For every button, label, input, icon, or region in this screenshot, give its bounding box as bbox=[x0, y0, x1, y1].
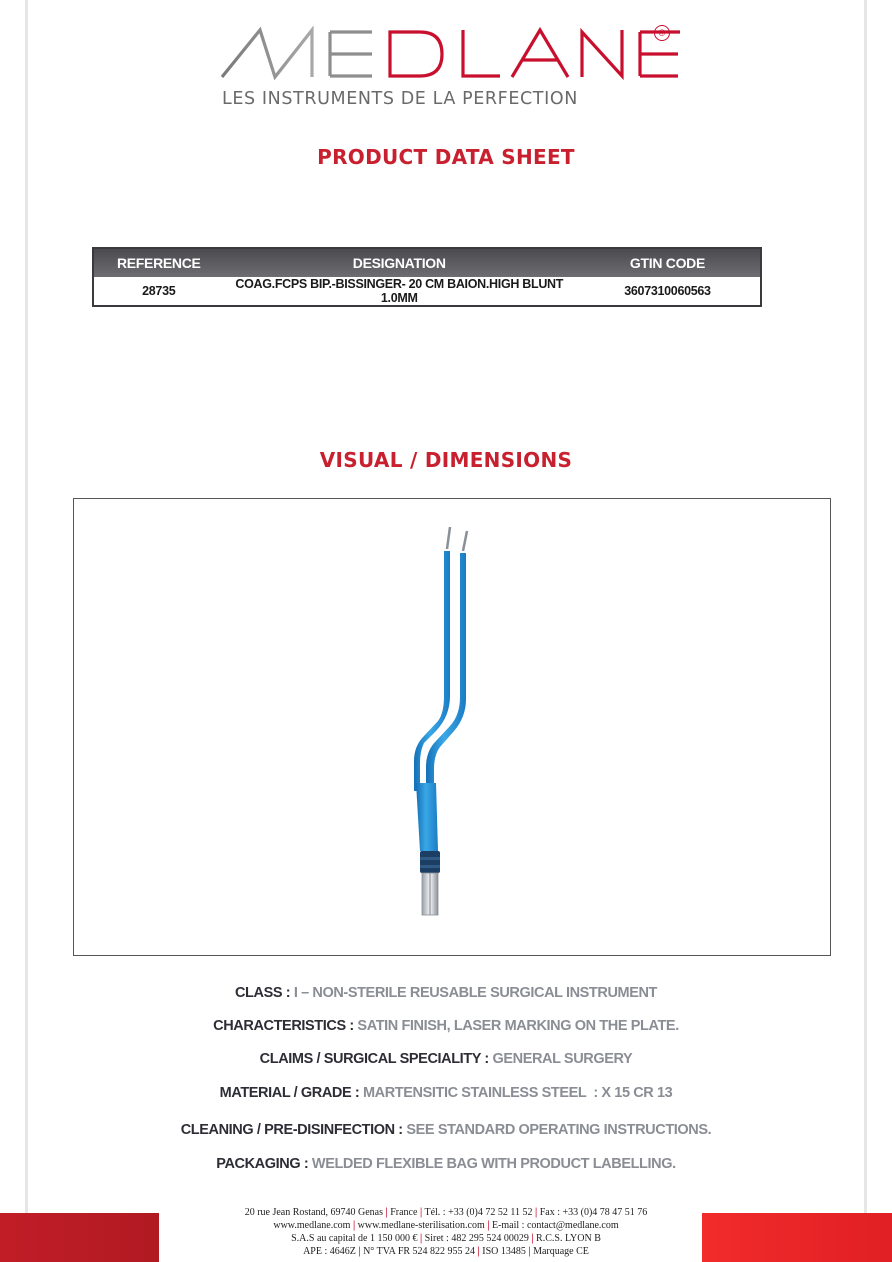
spec-value: I – NON-STERILE REUSABLE SURGICAL INSTRUMENT bbox=[293, 985, 658, 1001]
footer-separator: | bbox=[352, 1220, 356, 1231]
spec-label: CLASS : bbox=[234, 985, 291, 1001]
medlane-wordmark bbox=[220, 22, 680, 82]
spec-label: PACKAGING : bbox=[216, 1156, 309, 1172]
footer-siret: Siret : 482 295 524 00029 bbox=[424, 1233, 529, 1244]
spec-cleaning bbox=[0, 1122, 892, 1138]
spec-material bbox=[0, 1085, 892, 1101]
spec-label: CLEANING / PRE-DISINFECTION : bbox=[180, 1122, 403, 1138]
footer-legal-line bbox=[0, 1232, 892, 1245]
footer-iso: ISO 13485 bbox=[482, 1246, 526, 1257]
footer-phone: Tél. : +33 (0)4 72 52 11 52 bbox=[424, 1207, 533, 1218]
footer-address: 20 rue Jean Rostand, 69740 Genas bbox=[244, 1207, 384, 1218]
forceps-image bbox=[414, 521, 534, 941]
footer-separator: | bbox=[419, 1233, 423, 1244]
spec-value: SATIN FINISH, LASER MARKING ON THE PLATE. bbox=[357, 1018, 679, 1034]
cell-designation: COAG.FCPS BIP.-BISSINGER- 20 CM BAION.HIGH BLUNT 1.0MM bbox=[224, 277, 575, 306]
footer-registration-line bbox=[0, 1245, 892, 1258]
header-designation: DESIGNATION bbox=[224, 248, 575, 277]
footer-separator: | bbox=[477, 1246, 480, 1257]
brand-tagline: LES INSTRUMENTS DE LA PERFECTION bbox=[222, 89, 578, 109]
footer-separator: | bbox=[358, 1246, 361, 1257]
company-footer bbox=[0, 1206, 892, 1258]
spec-value: GENERAL SURGERY bbox=[492, 1051, 633, 1067]
registered-mark: ® bbox=[654, 25, 670, 41]
cell-reference: 28735 bbox=[93, 277, 224, 306]
footer-country: France bbox=[390, 1207, 418, 1218]
table-row bbox=[93, 277, 761, 306]
cell-gtin-code: 3607310060563 bbox=[575, 277, 761, 306]
footer-website[interactable]: www.medlane.com bbox=[273, 1220, 351, 1231]
footer-ce-mark: Marquage CE bbox=[533, 1246, 589, 1257]
footer-capital: S.A.S au capital de 1 150 000 € bbox=[291, 1233, 418, 1244]
header-reference: REFERENCE bbox=[93, 248, 224, 277]
product-data-sheet-title: PRODUCT DATA SHEET bbox=[317, 145, 575, 169]
table-header-row bbox=[93, 248, 761, 277]
footer-separator: | bbox=[487, 1220, 490, 1231]
footer-separator: | bbox=[535, 1207, 538, 1218]
reference-table bbox=[92, 247, 762, 307]
footer-rcs: R.C.S. LYON B bbox=[536, 1233, 601, 1244]
spec-characteristics bbox=[0, 1018, 892, 1034]
footer-address-line bbox=[0, 1206, 892, 1219]
footer-vat: N° TVA FR 524 822 955 24 bbox=[363, 1246, 476, 1257]
footer-ape: APE : 4646Z bbox=[303, 1246, 356, 1257]
footer-separator: | bbox=[419, 1207, 423, 1218]
footer-fax: Fax : +33 (0)4 78 47 51 76 bbox=[539, 1207, 648, 1218]
spec-label: CHARACTERISTICS : bbox=[213, 1018, 354, 1034]
spec-value: MARTENSITIC STAINLESS STEEL : X 15 CR 13 bbox=[362, 1085, 673, 1101]
footer-separator: | bbox=[385, 1207, 388, 1218]
visual-dimensions-title: VISUAL / DIMENSIONS bbox=[319, 448, 573, 472]
footer-website-sterilisation[interactable]: www.medlane-sterilisation.com bbox=[357, 1220, 485, 1231]
footer-web-line bbox=[0, 1219, 892, 1232]
spec-class bbox=[0, 985, 892, 1001]
footer-separator: | bbox=[528, 1246, 531, 1257]
footer-email[interactable]: E-mail : contact@medlane.com bbox=[491, 1220, 619, 1231]
spec-claims bbox=[0, 1051, 892, 1067]
spec-value: WELDED FLEXIBLE BAG WITH PRODUCT LABELLING. bbox=[311, 1156, 676, 1172]
spec-value: SEE STANDARD OPERATING INSTRUCTIONS. bbox=[406, 1122, 712, 1138]
product-image-frame bbox=[73, 498, 831, 956]
footer-separator: | bbox=[531, 1233, 534, 1244]
header-gtin-code: GTIN CODE bbox=[575, 248, 761, 277]
spec-label: MATERIAL / GRADE : bbox=[219, 1085, 360, 1101]
spec-packaging bbox=[0, 1156, 892, 1172]
spec-label: CLAIMS / SURGICAL SPECIALITY : bbox=[259, 1051, 489, 1067]
